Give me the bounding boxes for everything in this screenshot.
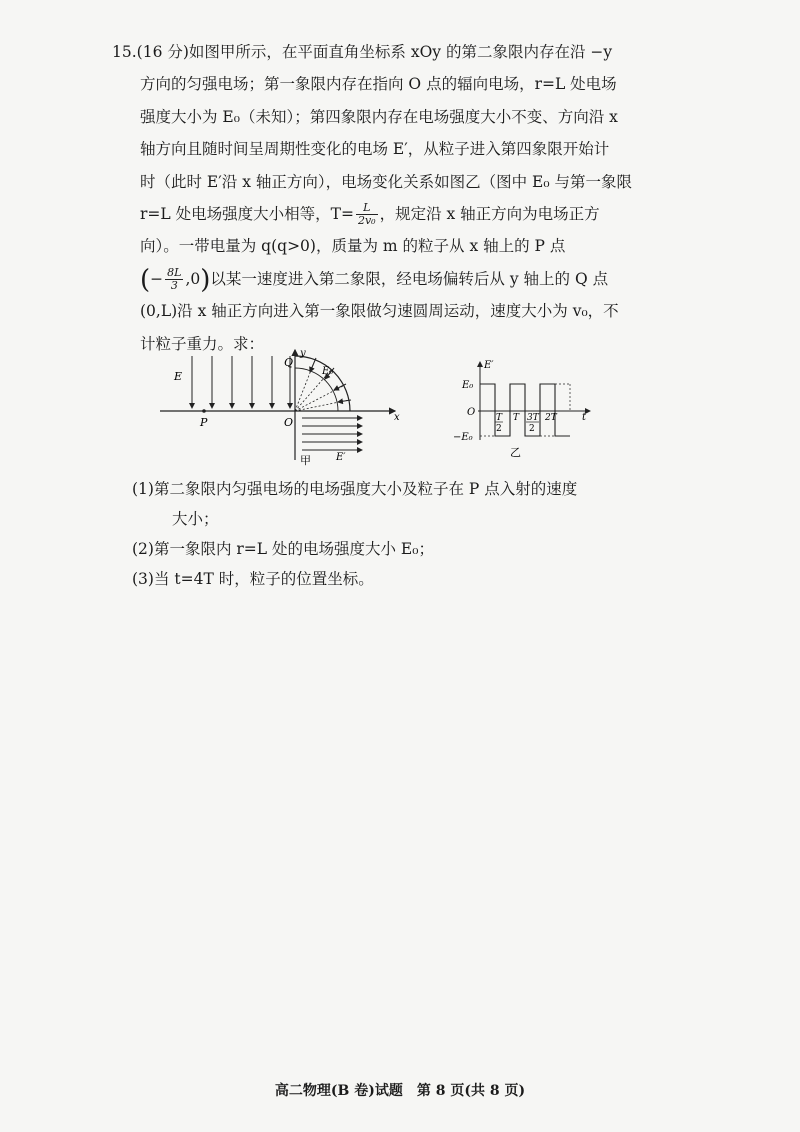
label-q: Q — [284, 356, 294, 369]
label-y: y — [300, 348, 306, 359]
label-o-origin: O — [467, 407, 476, 418]
problem-line-3: 强度大小为 E₀（未知）；第四象限内存在电场强度大小不变、方向沿 x — [140, 107, 618, 126]
label-e-prime-axis: E′ — [484, 360, 494, 371]
period-fraction: $\frac{L}{\text{2v₀}}$ — [357, 201, 376, 228]
label-e: E — [174, 370, 183, 383]
fourth-quadrant-field-lines — [302, 418, 362, 450]
label-p: P — [200, 416, 208, 429]
caption-jia: 甲 — [300, 454, 311, 467]
problem-line-1: 15.(16 分)如图甲所示，在平面直角坐标系 xOy 的第二象限内存在沿 −y — [112, 43, 613, 61]
problem-line-5: 时（此时 E′沿 x 轴正方向），电场变化关系如图乙（图中 E₀ 与第一象限 — [140, 172, 632, 191]
uniform-field-lines — [192, 356, 290, 408]
problem-15 — [112, 36, 652, 360]
label-e0-tick: E₀ — [462, 380, 474, 391]
problem-line-4: 轴方向且随时间呈周期性变化的电场 E′，从粒子进入第四象限开始计 — [140, 140, 610, 159]
problem-line-6: r=L 处电场强度大小相等，T= $\frac{L}{\text{2v₀}}$ ，规定沿 x 轴正方向为电场正方 — [140, 201, 600, 228]
label-o: O — [284, 416, 294, 429]
figure-jia — [160, 348, 400, 467]
question-1-continued: 大小； — [172, 510, 219, 528]
tick-3t-half-den: 2 — [529, 424, 535, 434]
problem-line-7: 向）。一带电量为 q(q>0)，质量为 m 的粒子从 x 轴上的 P 点 — [140, 237, 566, 256]
sub-questions — [132, 474, 652, 594]
problem-line-2: 方向的匀强电场；第一象限内存在指向 O 点的辐向电场，r=L 处电场 — [140, 75, 617, 94]
label-t: t — [582, 412, 587, 423]
problem-line-9: (0,L)沿 x 轴正方向进入第一象限做匀速圆周运动，速度大小为 v₀，不 — [140, 302, 619, 321]
label-e0: E₀ — [322, 366, 334, 377]
question-1: (1)第二象限内匀强电场的电场强度大小及粒子在 P 点入射的速度 — [132, 480, 578, 498]
caption-yi: 乙 — [510, 446, 521, 459]
outer-arc — [295, 356, 350, 411]
point-p — [202, 409, 206, 413]
figure-yi — [453, 360, 590, 459]
tick-t-half-num: T — [496, 413, 503, 423]
label-neg-e0: −E₀ — [453, 432, 473, 443]
figure-diagrams — [150, 348, 650, 468]
tick-2t: 2T — [545, 413, 557, 423]
tick-t: T — [513, 413, 520, 423]
question-3: (3)当 t=4T 时，粒子的位置坐标。 — [132, 570, 374, 588]
square-wave — [480, 384, 570, 436]
figures — [150, 348, 650, 468]
radial-arrows — [310, 358, 351, 402]
label-e-prime: E′ — [336, 452, 346, 463]
label-x: x — [394, 412, 400, 423]
tick-t-half-den: 2 — [496, 424, 502, 434]
tick-3t-half-num: 3T — [527, 413, 539, 423]
page-footer: 高二物理(B 卷)试题 第 8 页(共 8 页) — [274, 1083, 526, 1099]
p-coordinate-fraction: $\frac{8L}{3}$ — [167, 266, 182, 293]
problem-line-10: 计粒子重力。求： — [140, 334, 265, 353]
problem-number: 15. — [112, 43, 137, 61]
problem-line-8: (− $\frac{8L}{3}$ ,0)以某一速度进入第二象限，经电场偏转后从 y 轴上的 Q 点 — [140, 264, 609, 295]
question-2: (2)第一象限内 r=L 处的电场强度大小 E₀； — [132, 540, 434, 558]
problem-score: (16 分) — [136, 43, 189, 61]
